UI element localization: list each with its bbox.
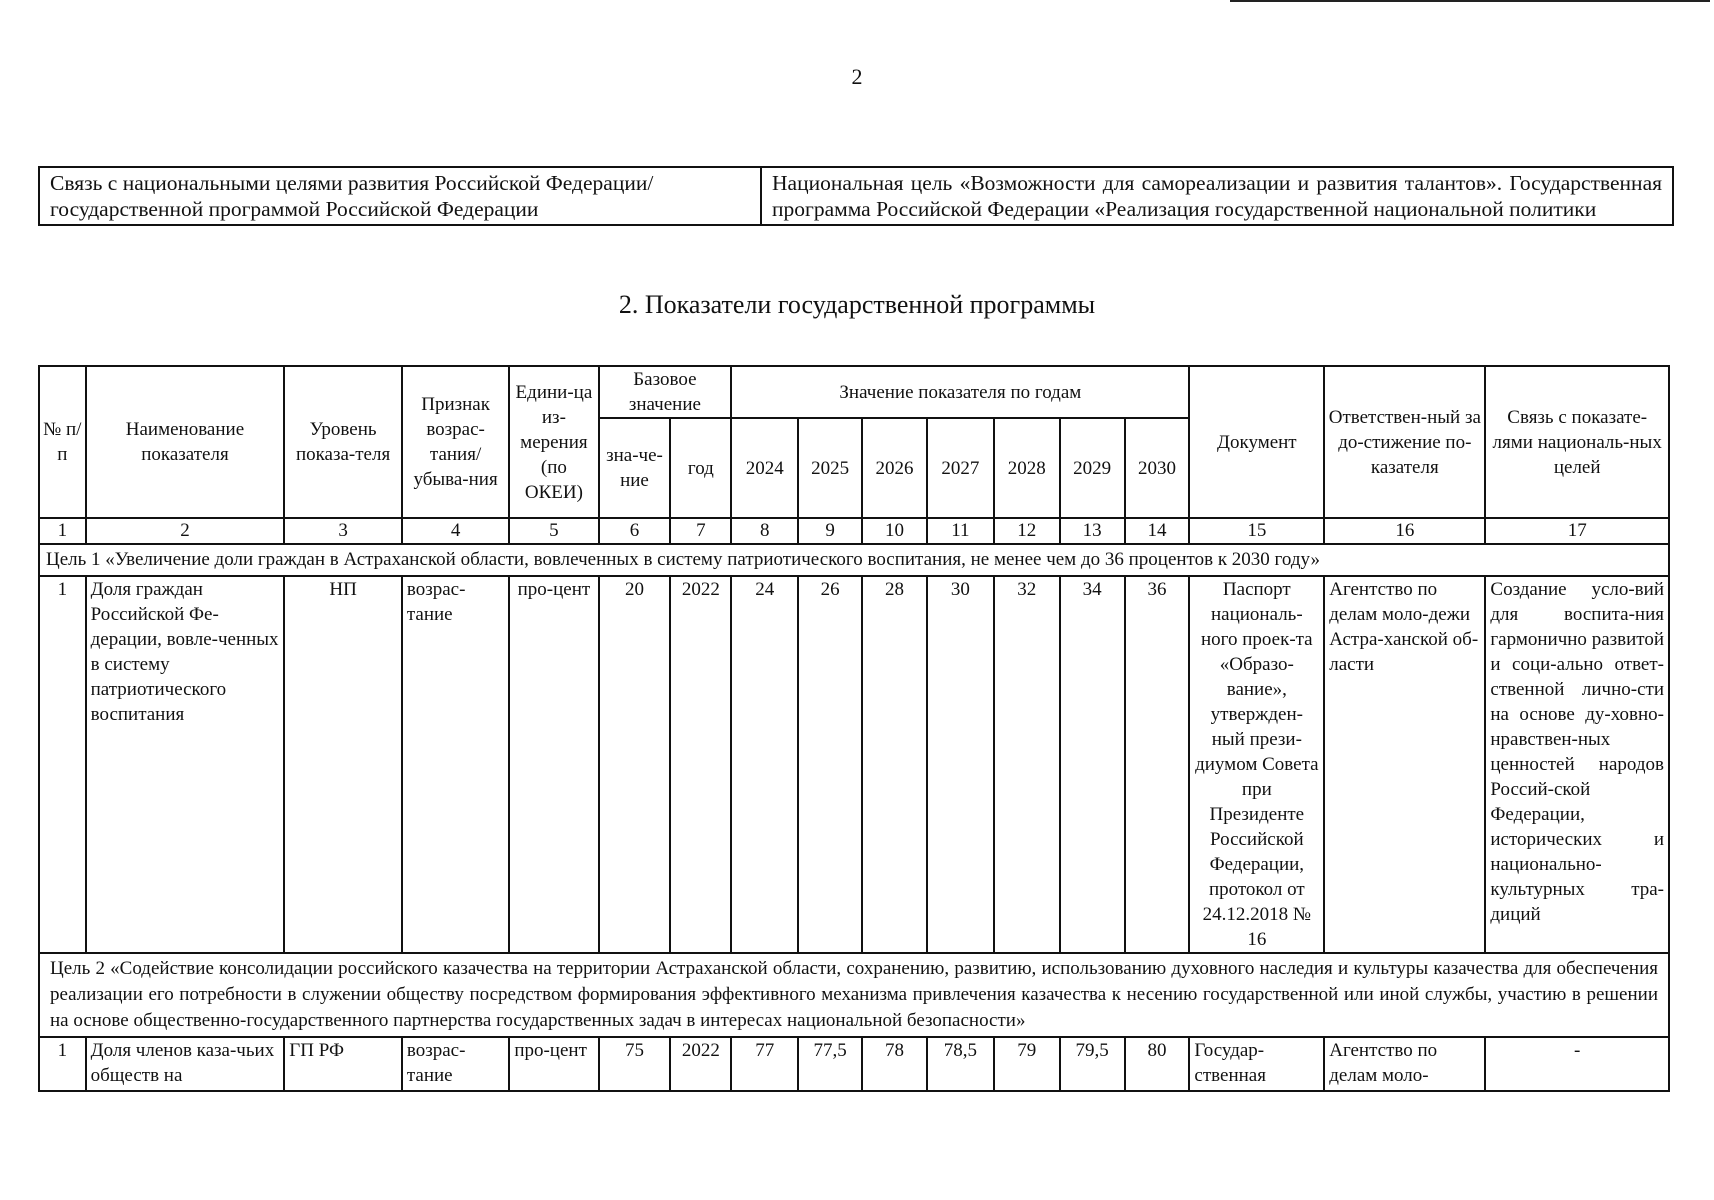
column-number: 17 (1485, 518, 1669, 544)
column-number: 3 (284, 518, 402, 544)
base-year: 2022 (670, 1037, 731, 1091)
indicator-unit: про-цент (509, 576, 598, 953)
header-num: № п/п (39, 366, 86, 518)
year-value: 32 (994, 576, 1060, 953)
column-numbers-row (39, 518, 1669, 544)
header-link: Связь с показате-лями националь-ных целей (1485, 366, 1669, 518)
year-value: 30 (927, 576, 994, 953)
column-number: 6 (599, 518, 671, 544)
column-number: 9 (798, 518, 862, 544)
indicators-table (38, 365, 1670, 1092)
year-value: 28 (862, 576, 927, 953)
base-value: 20 (599, 576, 671, 953)
goal-1-text: Цель 1 «Увеличение доли граждан в Астраханской области, вовлеченных в систему патриотического воспитания, не менее чем до 36 процентов к 2030 году» (39, 544, 1669, 576)
indicator-level: НП (284, 576, 402, 953)
link-label: Связь с национальными целями развития Российской Федерации/ государственной программой Российской Федерации (39, 167, 761, 225)
year-value: 77 (731, 1037, 798, 1091)
header-responsible: Ответствен-ный за до-стижение по-казателя (1324, 366, 1485, 518)
indicator-responsible: Агентство по делам моло-дежи Астра-ханской об-ласти (1324, 576, 1485, 953)
header-by-years: Значение показателя по годам (731, 366, 1189, 418)
indicator-unit: про-цент (509, 1037, 598, 1091)
year-value: 78 (862, 1037, 927, 1091)
year-value: 36 (1125, 576, 1190, 953)
column-number: 10 (862, 518, 927, 544)
column-number: 15 (1189, 518, 1324, 544)
section-title: 2. Показатели государственной программы (618, 290, 1096, 319)
year-value: 78,5 (927, 1037, 994, 1091)
indicator-row-2 (39, 1037, 1669, 1091)
column-number: 12 (994, 518, 1060, 544)
indicator-row-1 (39, 576, 1669, 953)
goal-row (39, 953, 1669, 1037)
column-number: 16 (1324, 518, 1485, 544)
year-value: 26 (798, 576, 862, 953)
column-number: 2 (86, 518, 285, 544)
goal-2-text: Цель 2 «Содействие консолидации российского казачества на территории Астраханской области, сохранению, развитию, использованию духовного наследия и культуры казачества для обеспечения реализации его потребности в служении обществу посредством формирования эффективного механизма привлечения казачества к несению государственной или иной службы, участию в решении на основе общественно-государственного партнерства государственных задач в интересах национальной безопасности» (39, 953, 1669, 1037)
header-unit: Едини-ца из-мерения (по ОКЕИ) (509, 366, 598, 518)
column-number: 4 (402, 518, 509, 544)
header-base: Базовое значение (599, 366, 732, 418)
indicator-level: ГП РФ (284, 1037, 402, 1091)
header-level: Уровень показа-теля (284, 366, 402, 518)
year-value: 80 (1125, 1037, 1190, 1091)
indicator-responsible: Агентство по делам моло- (1324, 1037, 1485, 1091)
column-number: 7 (670, 518, 731, 544)
header-year: 2024 (731, 418, 798, 518)
row-num: 1 (39, 576, 86, 953)
indicator-sign: возрас-тание (402, 576, 509, 953)
header-year: 2029 (1060, 418, 1125, 518)
indicator-sign: возрас-тание (402, 1037, 509, 1091)
national-goals-link-table (38, 166, 1674, 226)
link-value: Национальная цель «Возможности для самореализации и развития талантов». Государственная программа Российской Федерации «Реализация государственной национальной политики (761, 167, 1673, 225)
header-year: 2026 (862, 418, 927, 518)
indicator-name: Доля членов каза-чьих обществ на (86, 1037, 285, 1091)
goal-row (39, 544, 1669, 576)
header-document: Документ (1189, 366, 1324, 518)
header-year: 2028 (994, 418, 1060, 518)
header-year: 2027 (927, 418, 994, 518)
column-number: 5 (509, 518, 598, 544)
year-value: 79,5 (1060, 1037, 1125, 1091)
header-sign: Признак возрас-тания/ убыва-ния (402, 366, 509, 518)
year-value: 24 (731, 576, 798, 953)
column-number: 8 (731, 518, 798, 544)
year-value: 79 (994, 1037, 1060, 1091)
indicator-document: Государ-ственная (1189, 1037, 1324, 1091)
indicator-link: - (1485, 1037, 1669, 1091)
header-year: 2025 (798, 418, 862, 518)
header-base-year: год (670, 418, 731, 518)
year-value: 77,5 (798, 1037, 862, 1091)
indicator-link: Создание усло-вий для воспита-ния гармонично развитой и соци-ально ответ-ственной лично-сти на основе ду-ховно-нравствен-ных ценностей народов Россий-ской Федерации, исторических и национально-культурных тра-диций (1485, 576, 1669, 953)
header-base-value: зна-че-ние (599, 418, 671, 518)
base-value: 75 (599, 1037, 671, 1091)
top-rule (1230, 0, 1710, 2)
page-number: 2 (851, 64, 863, 89)
year-value: 34 (1060, 576, 1125, 953)
column-number: 14 (1125, 518, 1190, 544)
header-year: 2030 (1125, 418, 1190, 518)
indicator-name: Доля граждан Российской Фе-дерации, вовле-ченных в систему патриотического воспитания (86, 576, 285, 953)
header-name: Наименование показателя (86, 366, 285, 518)
column-number: 1 (39, 518, 86, 544)
row-num: 1 (39, 1037, 86, 1091)
column-number: 13 (1060, 518, 1125, 544)
indicator-document: Паспорт националь-ного проек-та «Образо-вание», утвержден-ный прези-диумом Совета при Президенте Российской Федерации, протокол от 24.12.2018 № 16 (1189, 576, 1324, 953)
column-number: 11 (927, 518, 994, 544)
base-year: 2022 (670, 576, 731, 953)
